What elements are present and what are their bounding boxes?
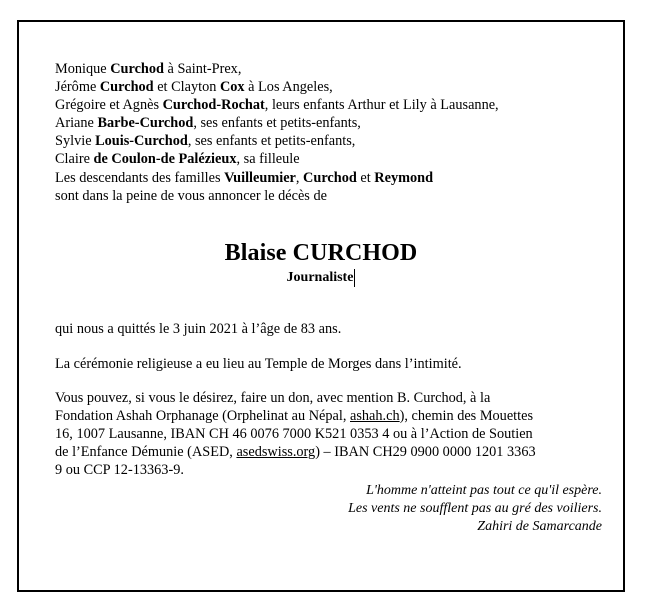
quote-author: Zahiri de Samarcande xyxy=(477,519,602,535)
family-surname: Curchod xyxy=(99,79,154,96)
deceased-name: Blaise CURCHOD xyxy=(224,240,418,266)
family-line xyxy=(55,60,499,78)
family-line xyxy=(55,96,499,114)
family-list xyxy=(55,60,499,205)
family-surname: Vuilleumier xyxy=(224,169,296,186)
ashah-link[interactable]: ashah.ch xyxy=(350,408,400,425)
family-text: , ses enfants et petits-enfants, xyxy=(193,115,361,132)
family-surname: Cox xyxy=(219,79,245,96)
donation-line: Vous pouvez, si vous le désirez, faire un don, avec mention B. Curchod, à la xyxy=(55,390,491,406)
asedswiss-link[interactable]: asedswiss.org xyxy=(236,444,316,461)
family-surname: Reymond xyxy=(374,169,434,186)
family-line xyxy=(55,114,499,132)
family-line xyxy=(55,78,499,96)
family-text: , sa filleule xyxy=(236,151,300,168)
quote-line: Les vents ne soufflent pas au gré des voiliers. xyxy=(348,501,602,517)
family-text: Monique xyxy=(55,61,111,77)
donation-text: de l’Enfance Démunie (ASED, xyxy=(55,444,237,461)
donation-text: ), chemin des Mouettes xyxy=(399,408,534,425)
family-text: , ses enfants et petits-enfants, xyxy=(187,133,356,150)
family-text: Ariane xyxy=(55,115,98,132)
donation-line: 9 ou CCP 12-13363-9. xyxy=(55,462,184,479)
family-text: Sylvie xyxy=(55,133,96,150)
donation-line: 16, 1007 Lausanne, IBAN CH 46 0076 7000 K521 0353 4 ou à l’Action de Soutien xyxy=(55,426,533,443)
family-text: , leurs enfants Arthur et Lily à Lausanne, xyxy=(264,97,499,114)
family-line xyxy=(55,169,499,187)
death-notice: qui nous a quittés le 3 juin 2021 à l’âge de 83 ans. xyxy=(55,321,342,337)
deceased-block xyxy=(17,238,625,287)
family-line xyxy=(55,150,499,168)
family-text: à Saint-Prex, xyxy=(163,61,242,77)
family-text: Claire xyxy=(55,151,94,168)
donation-text: Fondation Ashah Orphanage (Orphelinat au Népal, xyxy=(55,408,350,425)
donation-paragraph xyxy=(55,389,536,479)
family-text: Grégoire et Agnès xyxy=(55,97,163,114)
family-text: et xyxy=(356,169,375,186)
ceremony-notice: La cérémonie religieuse a eu lieu au Temple de Morges dans l’intimité. xyxy=(55,356,462,372)
family-surname: Curchod xyxy=(303,169,357,186)
family-text: et Clayton xyxy=(153,79,220,96)
family-text: , xyxy=(295,169,304,186)
family-surname: Curchod xyxy=(110,61,164,77)
family-line xyxy=(55,132,499,150)
family-text: à Los Angeles, xyxy=(244,79,333,96)
announcement-text: sont dans la peine de vous annoncer le décès de xyxy=(55,187,327,204)
family-text: Jérôme xyxy=(55,79,100,96)
family-surname: Curchod-Rochat xyxy=(162,97,265,114)
family-surname: Barbe-Curchod xyxy=(97,115,194,132)
deceased-profession: Journaliste xyxy=(286,270,354,285)
family-surname: Louis-Curchod xyxy=(95,133,188,150)
quote-line: L'homme n'atteint pas tout ce qu'il espère. xyxy=(366,483,602,498)
quote-block xyxy=(348,482,602,536)
family-text: Les descendants des familles xyxy=(55,169,225,186)
donation-line xyxy=(55,443,536,461)
family-surname: de Coulon-de Paléziеux xyxy=(93,151,237,168)
donation-line xyxy=(55,407,536,425)
family-line xyxy=(55,187,499,205)
donation-text: ) – IBAN CH29 0900 0000 1201 3363 xyxy=(315,444,536,461)
